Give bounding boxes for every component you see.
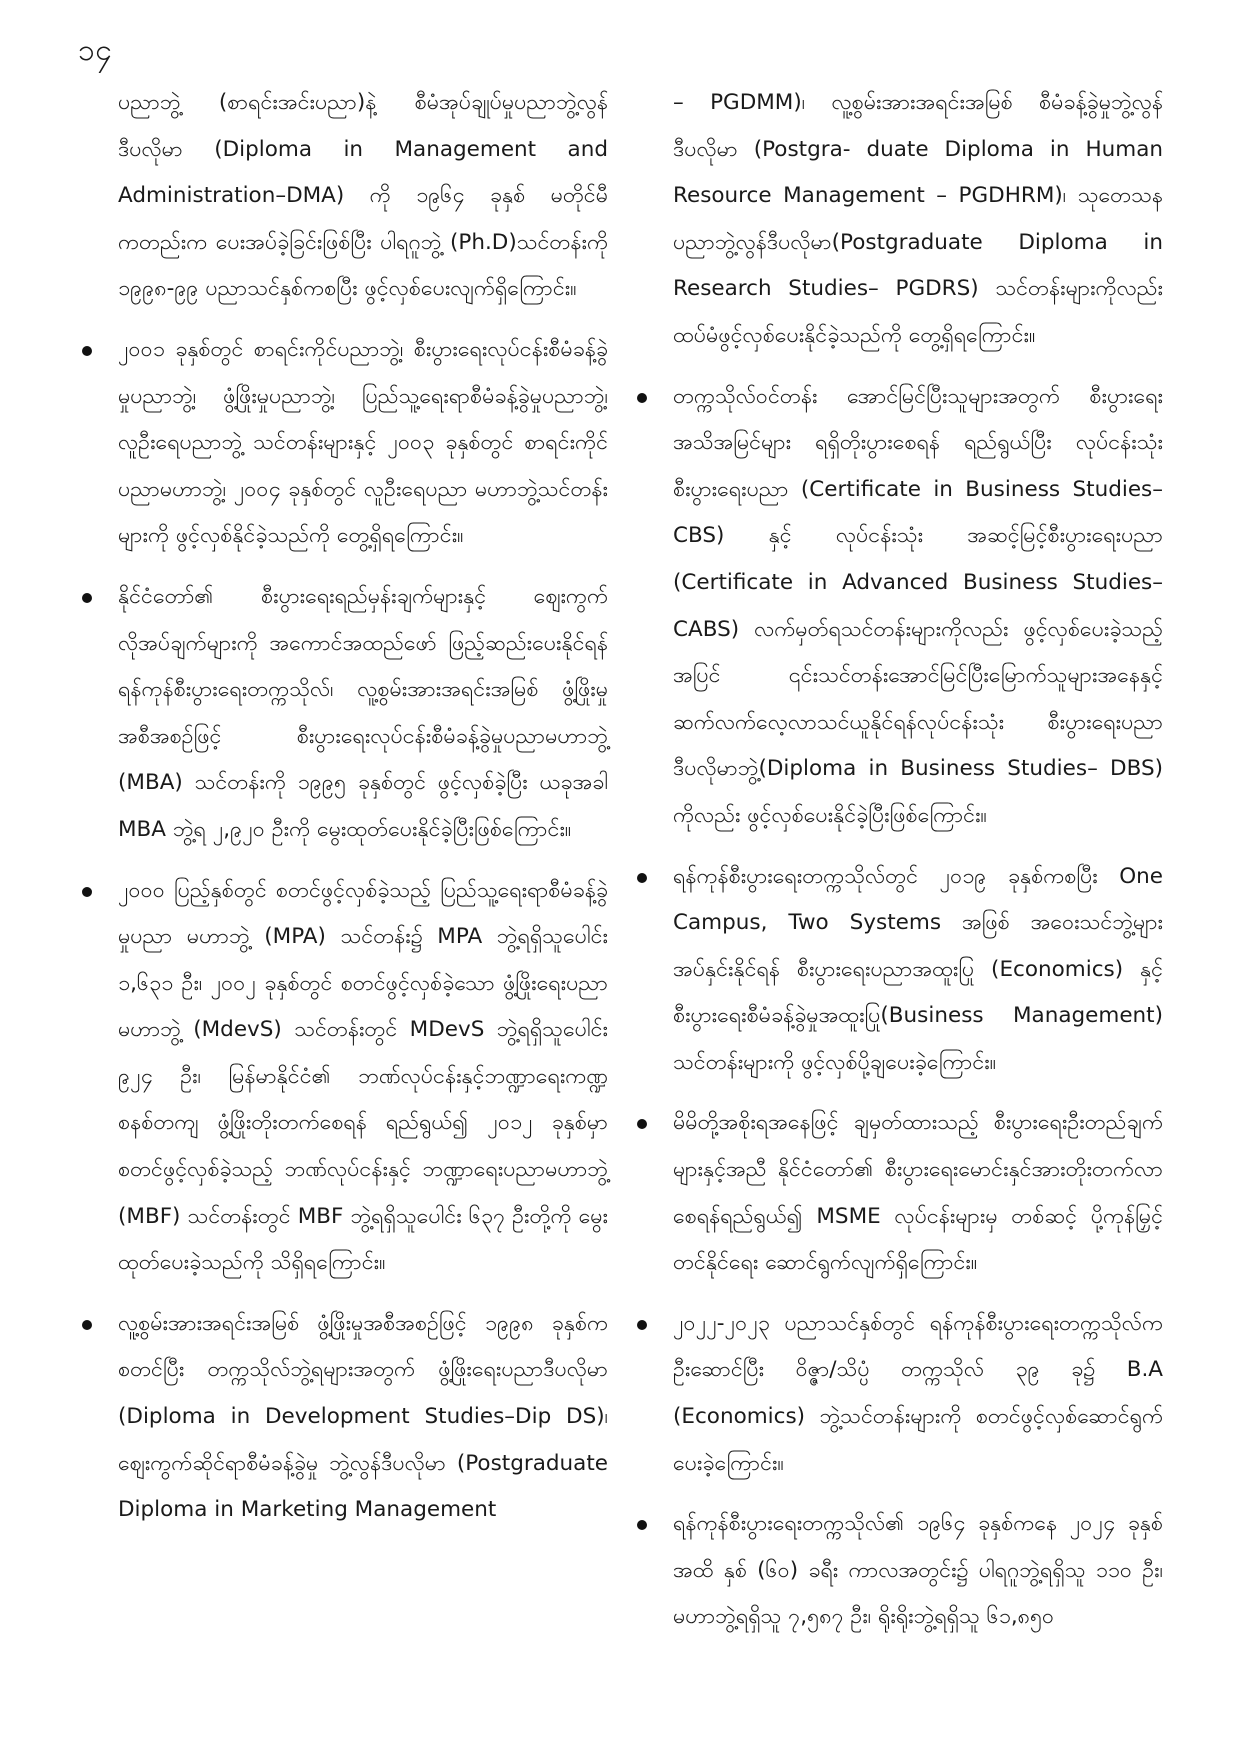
bullet-icon	[82, 346, 92, 356]
right-bullet-item	[673, 374, 1163, 840]
left-column	[118, 80, 608, 1548]
bullet-text: တက္ကသိုလ်ဝင်တန်း အောင်မြင်ပြီးသူများအတွက် စီးပွားရေးအသိအမြင်များ ရရှိတိုးပွားစေရန် ရည်ရွယ်ပြီး လုပ်ငန်းသုံး စီးပွားရေးပညာ (Certificate in Business Studies– CBS) နှင့် လုပ်ငန်းသုံး အဆင့်မြင့်စီးပွားရေးပညာ (Certificate in Advanced Business Studies– CABS) လက်မှတ်ရသင်တန်းများကိုလည်း ဖွင့်လှစ်ပေးခဲ့သည့်အပြင် ၎င်းသင်တန်းအောင်မြင်ပြီးမြောက်သူများအနေနှင့် ဆက်လက်လေ့လာသင်ယူနိုင်ရန်လုပ်ငန်းသုံး စီးပွားရေးပညာဒီပလိုမာဘွဲ့(Diploma in Business Studies– DBS) ကိုလည်း ဖွင့်လှစ်ပေးနိုင်ခဲ့ပြီးဖြစ်ကြောင်း။	[673, 383, 1163, 828]
left-bullet-item	[118, 327, 608, 560]
right-bullet-item	[673, 1301, 1163, 1487]
bullet-text: ၂၀၀၀ ပြည့်နှစ်တွင် စတင်ဖွင့်လှစ်ခဲ့သည့် ပြည်သူ့ရေးရာစီမံခန့်ခွဲမှုပညာ မဟာဘွဲ့ (MPA) သင်တန်း၌ MPA ဘွဲ့ရရှိသူပေါင်း ၁,၆၃၁ ဦး၊ ၂၀၀၂ ခုနှစ်တွင် စတင်ဖွင့်လှစ်ခဲ့သော ဖွံ့ဖြိုးရေးပညာမဟာဘွဲ့ (MdevS) သင်တန်းတွင် MDevS ဘွဲ့ရရှိသူပေါင်း ၉၂၄ ဦး၊ မြန်မာနိုင်ငံ၏ ဘဏ်လုပ်ငန်းနှင့်ဘဏ္ဍာရေးကဏ္ဍစနစ်တကျ ဖွံ့ဖြိုးတိုးတက်စေရန် ရည်ရွယ်၍ ၂၀၁၂ ခုနှစ်မှာ စတင်ဖွင့်လှစ်ခဲ့သည့် ဘဏ်လုပ်ငန်းနှင့် ဘဏ္ဍာရေးပညာမဟာဘွဲ့ (MBF) သင်တန်းတွင် MBF ဘွဲ့ရရှိသူပေါင်း ၆၃၇ ဦးတို့ကို မွေးထုတ်ပေးခဲ့သည်ကို သိရှိရကြောင်း။	[118, 877, 608, 1276]
bullet-icon	[82, 1320, 92, 1330]
bullet-text: မိမိတို့အစိုးရအနေဖြင့် ချမှတ်ထားသည့် စီးပွားရေးဦးတည်ချက်များနှင့်အညီ နိုင်ငံတော်၏ စီးပွားရေးမောင်းနှင်အားတိုးတက်လာစေရန်ရည်ရွယ်၍ MSME လုပ်ငန်းများမှ တစ်ဆင့် ပို့ကုန်မြှင့်တင်နိုင်ရေး ဆောင်ရွက်လျက်ရှိကြောင်း။	[673, 1110, 1163, 1276]
right-bullet-item	[673, 1100, 1163, 1286]
bullet-text: ၂၀၂၂-၂၀၂၃ ပညာသင်နှစ်တွင် ရန်ကုန်စီးပွားရေးတက္ကသိုလ်က ဦးဆောင်ပြီး ဝိဇ္ဇာ/သိပ္ပံ တက္ကသိုလ် ၃၉ ခု၌ B.A (Economics) ဘွဲ့သင်တန်းများကို စတင်ဖွင့်လှစ်ဆောင်ရွက်ပေးခဲ့ကြောင်း။	[673, 1310, 1163, 1476]
bullet-icon	[637, 873, 647, 883]
bullet-text: ရန်ကုန်စီးပွားရေးတက္ကသိုလ်တွင် ၂၀၁၉ ခုနှစ်ကစပြီး One Campus, Two Systems အဖြစ် အဝေးသင်ဘွဲ့များ အပ်နှင်းနိုင်ရန် စီးပွားရေးပညာအထူးပြု (Economics) နှင့် စီးပွားရေးစီမံခန့်ခွဲမှုအထူးပြု(Business Management) သင်တန်းများကို ဖွင့်လှစ်ပို့ချပေးခဲ့ကြောင်း။	[673, 863, 1163, 1075]
bullet-icon	[637, 1320, 647, 1330]
bullet-icon	[637, 1520, 647, 1530]
left-bullet-item	[118, 574, 608, 854]
bullet-icon	[82, 593, 92, 603]
bullet-text: လူ့စွမ်းအားအရင်းအမြစ် ဖွံ့ဖြိုးမှုအစီအစဉ်ဖြင့် ၁၉၉၈ ခုနှစ်ကစတင်ပြီး တက္ကသိုလ်ဘွဲ့ရများအတွက် ဖွံ့ဖြိုးရေးပညာဒီပလိုမာ (Diploma in Development Studies–Dip DS)၊ ဈေးကွက်ဆိုင်ရာစီမံခန့်ခွဲမှု ဘွဲ့လွန်ဒီပလိုမာ (Postgraduate Diploma in Marketing Management	[118, 1310, 608, 1523]
right-bullet-item	[673, 854, 1163, 1087]
page-number: ၁၄	[78, 33, 112, 68]
left-continuation-paragraph: ပညာဘွဲ့ (စာရင်းအင်းပညာ)နဲ့ စီမံအုပ်ချုပ်မှုပညာဘွဲ့လွန်ဒီပလိုမာ (Diploma in Management and Administration–DMA) ကို ၁၉၆၄ ခုနှစ် မတိုင်မီကတည်းက ပေးအပ်ခဲ့ခြင်းဖြစ်ပြီး ပါရဂူဘွဲ့ (Ph.D)သင်တန်းကို ၁၉၉၈-၉၉ ပညာသင်နှစ်ကစပြီး ဖွင့်လှစ်ပေးလျက်ရှိကြောင်း။	[118, 90, 608, 302]
bullet-icon	[637, 1119, 647, 1129]
bullet-text: နိုင်ငံတော်၏ စီးပွားရေးရည်မှန်းချက်များနှင့် ဈေးကွက်လိုအပ်ချက်များကို အကောင်အထည်ဖော် ဖြည့်ဆည်းပေးနိုင်ရန် ရန်ကုန်စီးပွားရေးတက္ကသိုလ်၊ လူ့စွမ်းအားအရင်းအမြစ် ဖွံ့ဖြိုးမှု အစီအစဉ်ဖြင့် စီးပွားရေးလုပ်ငန်းစီမံခန့်ခွဲမှုပညာမဟာဘွဲ့ (MBA) သင်တန်းကို ၁၉၉၅ ခုနှစ်တွင် ဖွင့်လှစ်ခဲ့ပြီး ယခုအခါ MBA ဘွဲ့ရ ၂,၉၂၀ ဦးကို မွေးထုတ်ပေးနိုင်ခဲ့ပြီးဖြစ်ကြောင်း။	[118, 583, 608, 842]
right-continuation-paragraph: – PGDMM)၊ လူ့စွမ်းအားအရင်းအမြစ် စီမံခန့်ခွဲမှုဘွဲ့လွန်ဒီပလိုမာ (Postgra- duate Diploma in Human Resource Management – PGDHRM)၊ သုတေသနပညာဘွဲ့လွန်ဒီပလိုမာ(Postgraduate Diploma in Research Studies– PGDRS) သင်တန်းများကိုလည်း ထပ်မံဖွင့်လှစ်ပေးနိုင်ခဲ့သည်ကို တွေ့ရှိရကြောင်း။	[673, 90, 1163, 348]
right-column	[673, 80, 1163, 1655]
bullet-icon	[637, 393, 647, 403]
bullet-icon	[82, 887, 92, 897]
right-bullet-item	[673, 1501, 1163, 1641]
bullet-text: ရန်ကုန်စီးပွားရေးတက္ကသိုလ်၏ ၁၉၆၄ ခုနှစ်ကနေ ၂၀၂၄ ခုနှစ်အထိ နှစ် (၆၀) ခရီး ကာလအတွင်း၌ ပါရဂူဘွဲ့ရရှိသူ ၁၁၀ ဦး၊ မဟာဘွဲ့ရရှိသူ ၇,၅၈၇ ဦး၊ ရိုးရိုးဘွဲ့ရရှိသူ ၆၁,၈၅၀	[673, 1511, 1163, 1630]
bullet-text: ၂၀၀၁ ခုနှစ်တွင် စာရင်းကိုင်ပညာဘွဲ့၊ စီးပွားရေးလုပ်ငန်းစီမံခန့်ခွဲမှုပညာဘွဲ့၊ ဖွံ့ဖြိုးမှုပညာဘွဲ့၊ ပြည်သူ့ရေးရာစီမံခန့်ခွဲမှုပညာဘွဲ့၊ လူဦးရေပညာဘွဲ့ သင်တန်းများနှင့် ၂၀၀၃ ခုနှစ်တွင် စာရင်းကိုင်ပညာမဟာဘွဲ့၊ ၂၀၀၄ ခုနှစ်တွင် လူဦးရေပညာ မဟာဘွဲ့သင်တန်းများကို ဖွင့်လှစ်နိုင်ခဲ့သည်ကို တွေ့ရှိရကြောင်း။	[118, 336, 608, 549]
left-bullet-item	[118, 1301, 608, 1534]
left-bullet-item	[118, 868, 608, 1287]
